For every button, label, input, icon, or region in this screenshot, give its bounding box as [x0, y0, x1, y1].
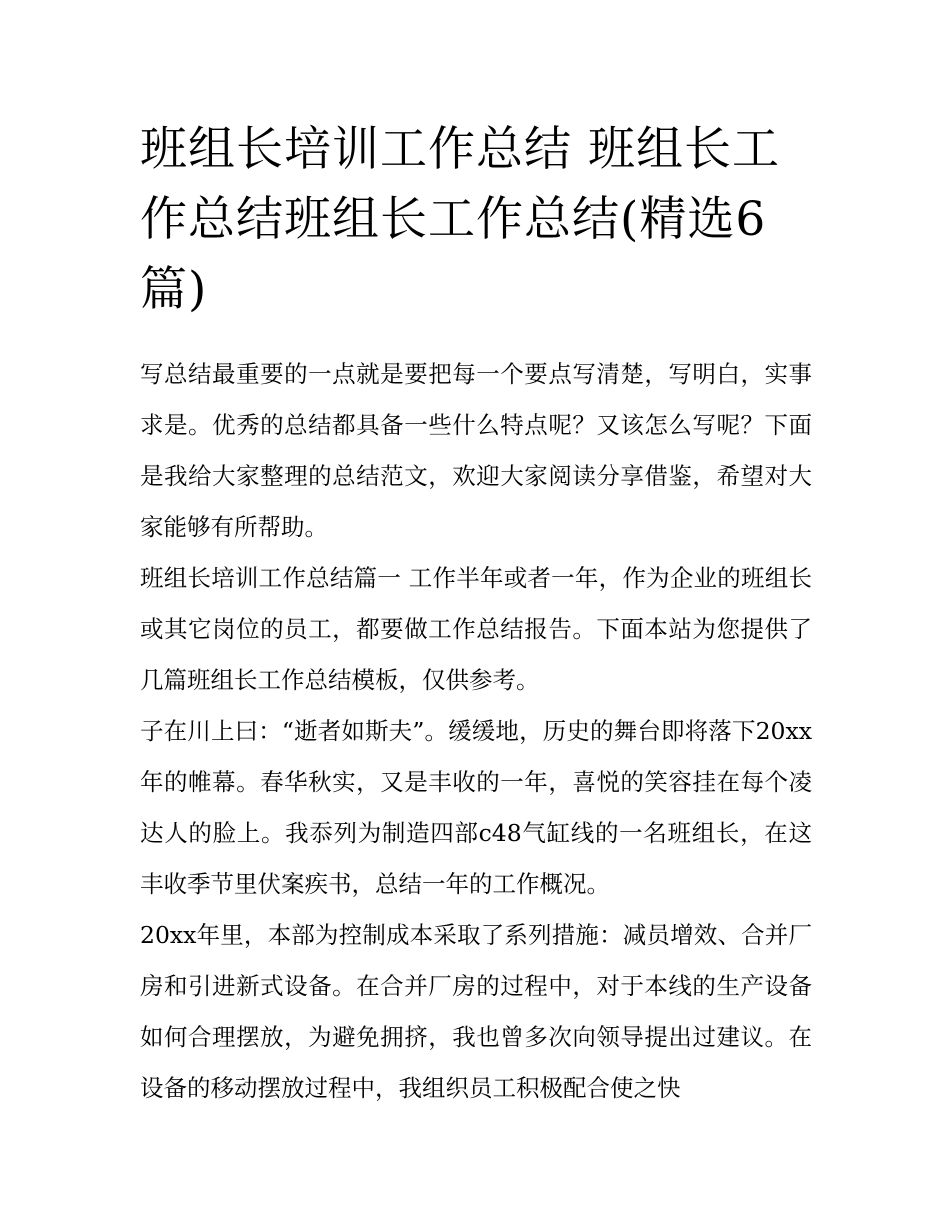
- document-page: [140, 115, 812, 1114]
- paragraph-section-one: 班组长培训工作总结篇一 工作半年或者一年，作为企业的班组长或其它岗位的员工，都要做工作总结报告。下面本站为您提供了几篇班组长工作总结模板，仅供参考。: [140, 564, 812, 694]
- document-title: 班组长培训工作总结 班组长工作总结班组长工作总结(精选6篇): [140, 122, 780, 317]
- paragraph-intro: 写总结最重要的一点就是要把每一个要点写清楚，写明白，实事求是。优秀的总结都具备一些什么特点呢？又该怎么写呢？下面是我给大家整理的总结范文，欢迎大家阅读分享借鉴，希望对大家能够有所帮助。: [140, 360, 812, 541]
- paragraph-measures: 20xx年里，本部为控制成本采取了系列措施：减员增效、合并厂房和引进新式设备。在合并厂房的过程中，对于本线的生产设备如何合理摆放，为避免拥挤，我也曾多次向领导提出过建议。在设备的移动摆放过程中，我组织员工积极配合使之快: [140, 921, 812, 1102]
- paragraph-review: 子在川上曰：“逝者如斯夫”。缓缓地，历史的舞台即将落下20xx年的帷幕。春华秋实，又是丰收的一年，喜悦的笑容挂在每个凌达人的脸上。我忝列为制造四部c48气缸线的一名班组长，在这丰收季节里伏案疾书，总结一年的工作概况。: [140, 717, 812, 898]
